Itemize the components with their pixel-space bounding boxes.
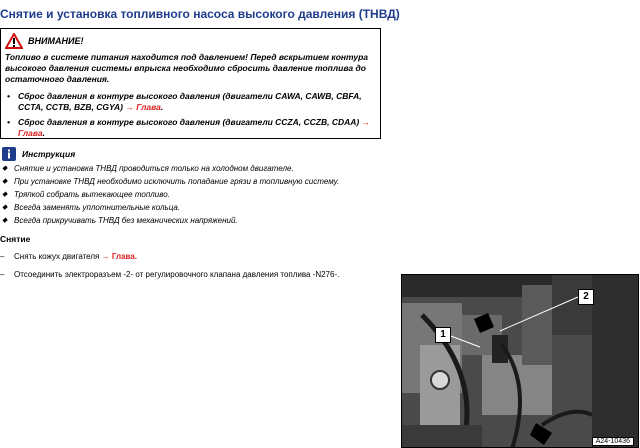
removal-step: – Отсоединить электроразъем -2- от регулировочного клапана давления топлива -N276-. bbox=[0, 270, 340, 279]
instruction-item: ◆ Снятие и установка ТНВД проводиться только на холодном двигателе. bbox=[2, 164, 294, 173]
callout-2: 2 bbox=[578, 289, 594, 305]
warning-list bbox=[5, 91, 377, 143]
figure-code: A24-10436 bbox=[592, 437, 634, 446]
instruction-header bbox=[2, 145, 75, 162]
removal-step: – Снять кожух двигателя → Глава. bbox=[0, 252, 137, 261]
instruction-item: ◆ При установке ТНВД необходимо исключить попадание грязи в топливную систему. bbox=[2, 177, 340, 186]
chapter-link[interactable]: → Глава bbox=[18, 117, 371, 138]
engine-figure bbox=[401, 274, 639, 448]
warning-header bbox=[5, 32, 83, 50]
warning-list-item: • Сброс давления в контуре высокого давления (двигатели CAWA, CAWB, CBFA, CCTA, CCTB, BZB, CGYA) → Глава. bbox=[7, 91, 362, 112]
instruction-title: Инструкция bbox=[22, 148, 76, 159]
instruction-item: ◆ Всегда прикручивать ТНВД без механических напряжений. bbox=[2, 216, 238, 225]
warning-list-item: • Сброс давления в контуре высокого давления (двигатели CCZA, CCZB, CDAA) → Глава. bbox=[7, 117, 371, 138]
info-icon bbox=[2, 147, 16, 161]
warning-title: ВНИМАНИЕ! bbox=[28, 36, 84, 46]
instruction-item: ◆ Тряпкой собрать вытекающее топливо. bbox=[2, 190, 170, 199]
warning-triangle-icon bbox=[5, 33, 23, 49]
instruction-item: ◆ Всегда заменять уплотнительные кольца. bbox=[2, 203, 181, 212]
chapter-link[interactable]: → Глава. bbox=[101, 252, 137, 261]
instruction-list bbox=[0, 162, 395, 227]
warning-item-text: Сброс давления в контуре высокого давления (двигатели CCZA, CCZB, CDAA) bbox=[18, 117, 360, 127]
section-heading: Снятие bbox=[0, 234, 31, 244]
page-title: Снятие и установка топливного насоса высокого давления (ТНВД) bbox=[0, 7, 400, 21]
warning-box bbox=[0, 28, 381, 139]
callout-1: 1 bbox=[435, 327, 451, 343]
warning-item-text: Сброс давления в контуре высокого давления (двигатели CAWA, CAWB, CBFA, CCTA, CCTB, BZB, CGYA) bbox=[18, 91, 362, 112]
warning-text: Топливо в системе питания находится под давлением! Перед вскрытием контура высокого давления системы впрыска необходимо сбросить давление топлива до остаточного давления. bbox=[5, 52, 369, 84]
chapter-link[interactable]: → Глава bbox=[125, 102, 161, 112]
engine-photo bbox=[402, 275, 639, 448]
